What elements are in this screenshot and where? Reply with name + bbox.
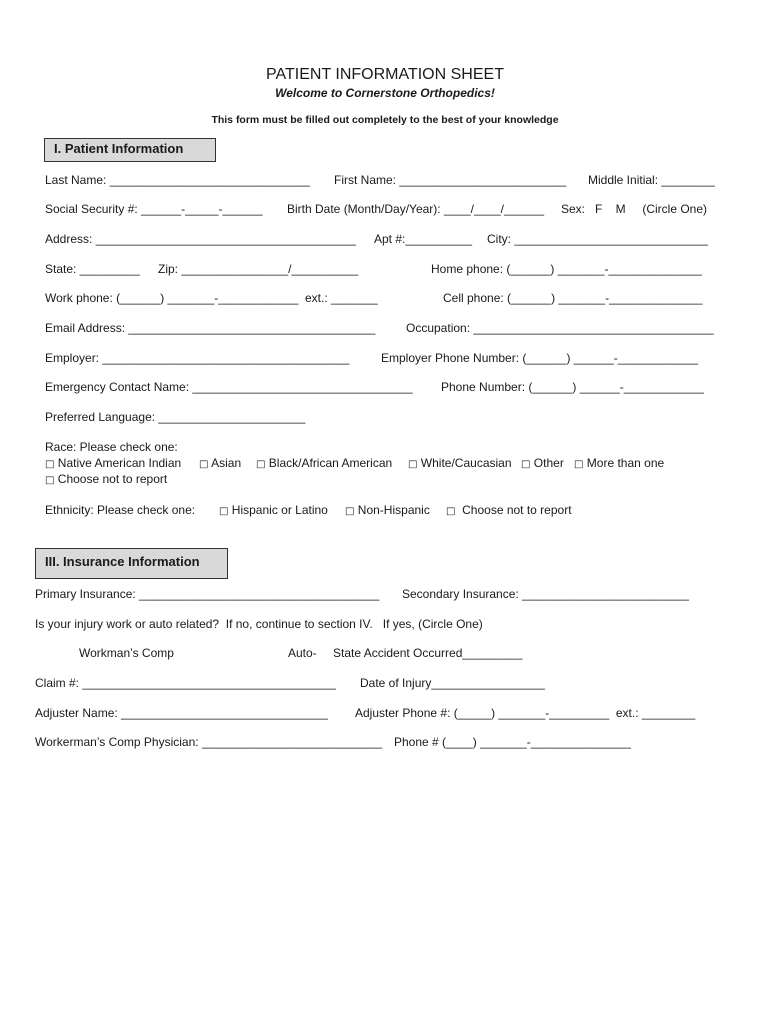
race-option-label: More than one — [586, 456, 665, 470]
race-option-black[interactable] — [256, 456, 392, 472]
race-option-asian[interactable] — [199, 456, 241, 472]
race-option-more-than-one[interactable] — [574, 456, 664, 472]
injury-question: Is your injury work or auto related? If no, continue to section IV. If yes, (Circle One) — [35, 617, 483, 631]
ethnicity-option-not-report[interactable] — [446, 503, 572, 519]
middle-initial-field[interactable]: Middle Initial: ________ — [588, 173, 715, 187]
ethnicity-option-non-hispanic[interactable] — [345, 503, 430, 519]
race-option-label: Asian — [211, 456, 242, 470]
checkbox-icon[interactable]: □ — [521, 459, 531, 470]
physician-phone-field[interactable]: Phone # (____) _______-_______________ — [394, 735, 631, 749]
auto-option[interactable]: Auto- — [288, 646, 317, 660]
secondary-insurance-field[interactable]: Secondary Insurance: _________________________ — [402, 587, 689, 601]
claim-field[interactable]: Claim #: ______________________________________ — [35, 676, 336, 690]
race-option-label: Choose not to report — [57, 472, 168, 486]
emergency-phone-field[interactable]: Phone Number: (______) ______-____________ — [441, 380, 704, 394]
email-field[interactable]: Email Address: _____________________________________ — [45, 321, 376, 335]
adjuster-name-field[interactable]: Adjuster Name: _______________________________ — [35, 706, 328, 720]
birth-date-field[interactable]: Birth Date (Month/Day/Year): ____/____/______ — [287, 202, 545, 216]
workmans-comp-option[interactable]: Workman’s Comp — [79, 646, 174, 660]
city-field[interactable]: City: _____________________________ — [487, 232, 708, 246]
checkbox-icon[interactable]: □ — [219, 506, 229, 517]
page-title: PATIENT INFORMATION SHEET — [266, 66, 504, 83]
checkbox-icon[interactable]: □ — [574, 459, 584, 470]
patient-information-heading: I. Patient Information — [44, 138, 216, 162]
checkbox-icon[interactable]: □ — [45, 459, 55, 470]
work-phone-field[interactable]: Work phone: (______) _______-____________ ext.: _______ — [45, 291, 378, 305]
race-option-native-american[interactable] — [45, 456, 181, 472]
employer-field[interactable]: Employer: _____________________________________ — [45, 351, 350, 365]
sex-field[interactable]: Sex: F M (Circle One) — [561, 202, 708, 216]
race-option-label: Black/African American — [268, 456, 393, 470]
race-option-other[interactable] — [521, 456, 564, 472]
home-phone-field[interactable]: Home phone: (______) _______-______________ — [431, 262, 702, 276]
form-notice: This form must be filled out completely to the best of your knowledge — [211, 114, 559, 126]
state-field[interactable]: State: _________ — [45, 262, 140, 276]
welcome-text: Welcome to Cornerstone Orthopedics! — [275, 86, 495, 100]
cell-phone-field[interactable]: Cell phone: (______) _______-______________ — [443, 291, 703, 305]
race-option-label: White/Caucasian — [420, 456, 512, 470]
emergency-contact-field[interactable]: Emergency Contact Name: _________________________________ — [45, 380, 413, 394]
race-option-not-report[interactable] — [45, 472, 167, 488]
address-field[interactable]: Address: _______________________________________ — [45, 232, 356, 246]
checkbox-icon[interactable]: □ — [408, 459, 418, 470]
checkbox-icon[interactable]: □ — [256, 459, 266, 470]
preferred-language-field[interactable]: Preferred Language: ______________________ — [45, 410, 306, 424]
checkbox-icon[interactable]: □ — [446, 506, 456, 517]
checkbox-icon[interactable]: □ — [45, 475, 55, 486]
date-of-injury-field[interactable]: Date of Injury_________________ — [360, 676, 545, 690]
ethnicity-label: Ethnicity: Please check one: — [45, 503, 196, 517]
primary-insurance-field[interactable]: Primary Insurance: ____________________________________ — [35, 587, 380, 601]
checkbox-icon[interactable]: □ — [345, 506, 355, 517]
state-accident-field[interactable]: State Accident Occurred_________ — [333, 646, 523, 660]
occupation-field[interactable]: Occupation: ____________________________________ — [406, 321, 714, 335]
adjuster-phone-field[interactable]: Adjuster Phone #: (_____) _______-_________ ext.: ________ — [355, 706, 696, 720]
ssn-field[interactable]: Social Security #: ______-_____-______ — [45, 202, 263, 216]
ethnicity-option-label: Non-Hispanic — [357, 503, 430, 517]
ethnicity-option-hispanic[interactable] — [219, 503, 328, 519]
race-label: Race: Please check one: — [45, 440, 178, 454]
apt-field[interactable]: Apt #:__________ — [374, 232, 473, 246]
checkbox-icon[interactable]: □ — [199, 459, 209, 470]
zip-field[interactable]: Zip: ________________/__________ — [158, 262, 359, 276]
ethnicity-option-label: Hispanic or Latino — [231, 503, 328, 517]
first-name-field[interactable]: First Name: _________________________ — [334, 173, 567, 187]
last-name-field[interactable]: Last Name: ______________________________ — [45, 173, 310, 187]
physician-field[interactable]: Workerman’s Comp Physician: ___________________________ — [35, 735, 383, 749]
race-option-label: Other — [533, 456, 564, 470]
ethnicity-option-label: Choose not to report — [462, 503, 572, 517]
employer-phone-field[interactable]: Employer Phone Number: (______) ______-____________ — [381, 351, 698, 365]
race-option-white[interactable] — [408, 456, 512, 472]
race-option-label: Native American Indian — [57, 456, 182, 470]
insurance-information-heading: III. Insurance Information — [35, 548, 228, 579]
